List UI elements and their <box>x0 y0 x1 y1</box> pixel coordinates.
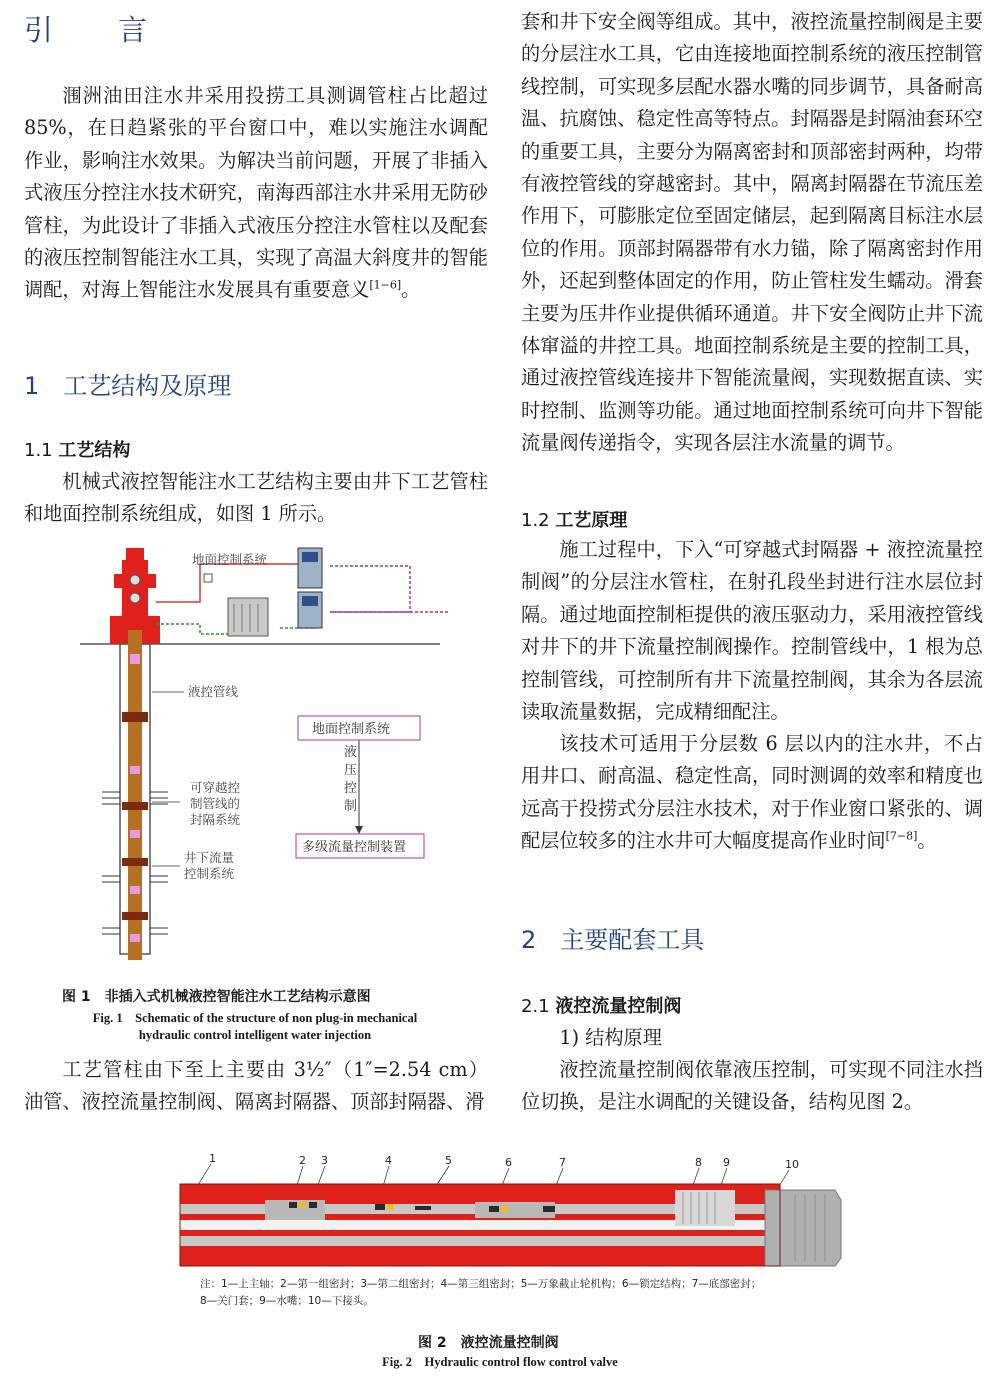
subsection-number: 2.1 <box>521 996 550 1017</box>
subsection-2-1-heading <box>521 992 681 1018</box>
figure-2-diagram <box>175 1150 845 1280</box>
figure-1-caption-cn: 图 1 非插入式机械液控智能注水工艺结构示意图 <box>62 989 371 1005</box>
box-multi-flow-control-text: 多级流量控制装置 <box>302 840 407 855</box>
caption-en-line-2: hydraulic control intelligent water injection <box>138 1028 372 1042</box>
intro-heading: 引 言 <box>24 13 166 47</box>
callout-7: 7 <box>559 1156 566 1169</box>
caption-en-line-1: Fig. 1 Schematic of the structure of non plug-in mechanical <box>92 1011 418 1025</box>
paragraph-4-citation[interactable]: [7−8] <box>885 829 918 843</box>
label-packer-2: 制管线的 <box>190 796 241 811</box>
control-line-purple <box>330 566 410 612</box>
callout-4: 4 <box>385 1154 392 1167</box>
arrow-label-4: 制 <box>344 799 358 814</box>
section-1-paragraph-2-cont <box>521 6 983 492</box>
figure-2-caption-en: Fig. 2 Hydraulic control flow control valve <box>382 1355 618 1369</box>
label-surface-control: 地面控制系统 <box>192 552 268 567</box>
section-1-paragraph-1: 机械式液控智能注水工艺结构主要由井下工艺管柱和地面控制系统组成，如图 1 所示。 <box>24 470 488 526</box>
lower-connector <box>765 1190 841 1266</box>
figure-1-caption-en <box>40 1010 470 1044</box>
label-valve-1: 井下流量 <box>184 850 235 865</box>
paragraph-4-end: 。 <box>917 829 937 853</box>
intro-text: 涠洲油田注水井采用投捞工具测调管柱占比超过 85%，在日趋紧张的平台窗口中，难以实施注水调配作业，影响注水效果。为解决当前问题，开展了非插入式液压分控注水技术研究，南海西部注水井采用无防砂管柱，为此设计了非插入式液压分控注水管柱以及配套的液压控制智能注水工具，实现了高温大斜度井的智能调配，对海上智能注水发展具有重要意义 <box>24 84 488 302</box>
paragraph-2-continued: 套和井下安全阀等组成。其中，液控流量控制阀是主要的分层注水工具，它由连接地面控制系统的液压控制管线控制，可实现多层配水器水嘴的同步调节，具备耐高温、抗腐蚀、稳定性高等特点。封隔器是封隔油套环空的重要工具，主要分为隔离密封和顶部密封两种，均带有液控管线的穿越密封。其中，隔离封隔器在节流压差作用下，可膨胀定位至固定储层，起到隔离目标注水层位的作用。顶部封隔器带有水力锚，除了隔离密封作用外，还起到整体固定的作用，防止管柱发生蠕动。滑套主要为压井作业提供循环通道。井下安全阀防止井下流体窜溢的井控工具。地面控制系统是主要的控制工具，通过液控管线连接井下智能流量阀，实现数据直读、实时控制、监测等功能。通过地面控制系统可向井下智能流量阀传递指令，实现各层注水流量的调节。 <box>521 10 983 455</box>
subsection-number: 1.1 <box>24 440 53 461</box>
control-line-red <box>156 564 320 602</box>
figure-2-caption-cn: 图 2 液控流量控制阀 <box>418 1335 559 1351</box>
section-1-paragraph-4 <box>521 728 983 858</box>
callout-3: 3 <box>321 1154 328 1167</box>
intro-citation[interactable]: [1−6] <box>369 279 402 293</box>
callout-1: 1 <box>209 1152 216 1165</box>
section-2-item-1: 1) 结构原理 <box>559 1026 662 1049</box>
arrow-label-2: 压 <box>344 763 358 778</box>
callout-9: 9 <box>723 1156 730 1169</box>
closing-sleeve <box>675 1190 735 1226</box>
label-packer-3: 封隔系统 <box>190 812 241 827</box>
figure-2-note-line-1: 注：1—上主轴；2—第一组密封；3—第二组密封；4—第三组密封；5—万象截止轮机构；6—锁定结构；7—底部密封； <box>200 1278 762 1290</box>
intro-end: 。 <box>401 278 421 302</box>
arrow-label-3: 控 <box>344 781 358 796</box>
figure-2-callout-numbers <box>209 1152 799 1171</box>
subsection-title: 工艺原理 <box>555 510 628 531</box>
paragraph-4-text: 该技术可适用于分层数 6 层以内的注水井，不占用井口、耐高温、稳定性高，同时测调的效率和精度也远高于投捞式分层注水技术，对于作业窗口紧张的、调配层位较多的注水井可大幅度提高作业时间 <box>521 732 983 853</box>
subsection-1-2-heading <box>521 506 627 532</box>
label-packer-1: 可穿越控 <box>190 780 241 795</box>
subsection-title: 液控流量控制阀 <box>555 996 682 1017</box>
intro-paragraph <box>24 80 488 307</box>
callout-5: 5 <box>445 1154 452 1167</box>
callout-8: 8 <box>695 1156 702 1169</box>
section-1-paragraph-2-start: 工艺管柱由下至上主要由 3½″（1″=2.54 cm）油管、液控流量控制阀、隔离封隔器、顶部封隔器、滑 <box>24 1058 488 1114</box>
figure-2-notes <box>200 1276 761 1310</box>
section-2-heading: 2 主要配套工具 <box>521 926 705 954</box>
figure-2-note-line-2: 8—关门套；9—水嘴；10—下接头。 <box>200 1295 374 1307</box>
label-valve-2: 控制系统 <box>184 866 235 881</box>
tubing-string <box>128 630 142 960</box>
subsection-1-1-heading <box>24 436 130 462</box>
section-2-paragraph-1: 液控流量控制阀依靠液压控制，可实现不同注水挡位切换，是注水调配的关键设备，结构见图 2。 <box>521 1058 983 1114</box>
callout-10: 10 <box>785 1158 799 1171</box>
wellhead-tree <box>122 560 148 620</box>
box-surface-control-text: 地面控制系统 <box>312 722 391 737</box>
callout-6: 6 <box>505 1156 512 1169</box>
label-control-line: 液控管线 <box>188 684 239 699</box>
arrow-down <box>355 826 363 834</box>
figure-1-diagram <box>80 540 460 980</box>
subsection-title: 工艺结构 <box>58 440 131 461</box>
control-line-green <box>156 624 232 634</box>
section-1-heading: 1 工艺结构及原理 <box>24 372 232 400</box>
section-1-paragraph-3: 施工过程中，下入“可穿越式封隔器 + 液控流量控制阀”的分层注水管柱，在射孔段坐封进行注水层位封隔。通过地面控制柜提供的液压驱动力，采用液控管线对井下的井下流量控制阀操作。控制管线中，1 根为总控制管线，可控制所有井下流量控制阀，其余为各层流读取流量数据，完成精细配注。 <box>521 538 983 724</box>
callout-2: 2 <box>299 1154 306 1167</box>
arrow-label-1: 液 <box>344 745 358 760</box>
subsection-number: 1.2 <box>521 510 550 531</box>
